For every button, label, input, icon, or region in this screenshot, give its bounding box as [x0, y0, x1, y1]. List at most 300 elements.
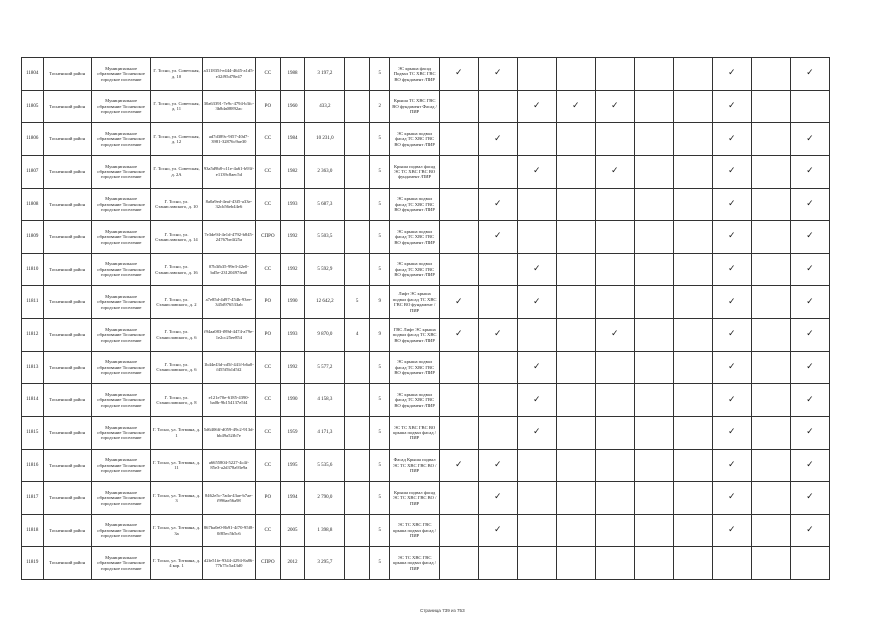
district-cell: Тосненский район	[43, 253, 91, 286]
mark-cell	[634, 449, 673, 482]
works-cell: Крыша подвал фасад ЭС ТС ХВС ГВС ВО фундамент /ПИР	[390, 155, 439, 188]
area-cell: 5 687,3	[305, 188, 345, 221]
mark-cell	[751, 514, 790, 547]
area-cell: 5 535,6	[305, 449, 345, 482]
check-mark-icon: ✓	[532, 296, 541, 307]
year-cell: 2005	[280, 514, 305, 547]
works-cell: ЭС крыша подвал фасад ТС ХВС ГВС ВО фундамент /ПИР	[390, 123, 439, 156]
mark-cell	[751, 253, 790, 286]
count-cell: 5	[345, 286, 370, 319]
works-cell: ЭС ТС ХВС ГВС ВО крыша подвал фасад /ПИР	[390, 416, 439, 449]
mark-cell	[517, 286, 556, 319]
count-cell	[345, 384, 370, 417]
year-cell: 1990	[280, 286, 305, 319]
building-type-cell: СПРО	[256, 221, 281, 254]
row-id-cell: 11815	[22, 416, 44, 449]
building-type-cell: РО	[256, 286, 281, 319]
check-mark-icon: ✓	[727, 394, 736, 405]
building-type-cell: РО	[256, 90, 281, 123]
mark-cell	[751, 449, 790, 482]
mark-cell	[751, 416, 790, 449]
mark-cell	[439, 482, 478, 515]
check-mark-icon: ✓	[454, 68, 463, 79]
year-cell: 1959	[280, 416, 305, 449]
check-mark-icon: ✓	[454, 459, 463, 470]
mark-cell	[478, 351, 517, 384]
floors-cell: 5	[369, 58, 390, 91]
mark-cell	[634, 319, 673, 352]
district-cell: Тосненский район	[43, 351, 91, 384]
row-id-cell: 11807	[22, 155, 44, 188]
floors-cell: 2	[369, 90, 390, 123]
works-cell: ЭС ТС ХВС ГВС крыша подвал фасад /ПИР	[390, 514, 439, 547]
year-cell: 1992	[280, 351, 305, 384]
mark-cell	[517, 384, 556, 417]
mark-cell	[439, 221, 478, 254]
mark-cell	[595, 319, 634, 352]
mark-cell	[439, 449, 478, 482]
district-cell: Тосненский район	[43, 90, 91, 123]
check-mark-icon: ✓	[806, 264, 814, 275]
mark-cell	[751, 221, 790, 254]
mark-cell	[790, 123, 829, 156]
municipality-cell: Муниципальное образование Тосненское городское поселение	[91, 221, 151, 254]
mark-cell	[712, 155, 751, 188]
mark-cell	[634, 221, 673, 254]
table-row	[22, 188, 830, 221]
check-mark-icon: ✓	[493, 525, 502, 536]
check-mark-icon: ✓	[727, 264, 736, 275]
district-cell: Тосненский район	[43, 188, 91, 221]
mark-cell	[595, 514, 634, 547]
check-mark-icon: ✓	[806, 166, 814, 177]
works-cell: Крыша ТС ХВС ГВС ВО фундамент Фасад /ПИР	[390, 90, 439, 123]
year-cell: 1990	[280, 384, 305, 417]
mark-cell	[673, 319, 712, 352]
count-cell	[345, 188, 370, 221]
mark-cell	[673, 449, 712, 482]
address-cell: Г. Тосно, ул. Станиславского, д. 8	[151, 384, 202, 417]
mark-cell	[634, 286, 673, 319]
mark-cell	[478, 416, 517, 449]
year-cell: 1993	[280, 188, 305, 221]
floors-cell: 9	[369, 286, 390, 319]
building-type-cell: СС	[256, 58, 281, 91]
count-cell	[345, 253, 370, 286]
mark-cell	[595, 58, 634, 91]
mark-cell	[712, 514, 751, 547]
mark-cell	[556, 514, 595, 547]
mark-cell	[517, 221, 556, 254]
check-mark-icon: ✓	[727, 68, 736, 79]
mark-cell	[556, 482, 595, 515]
row-id-cell: 11816	[22, 449, 44, 482]
page-number: Страница 739 из 753	[420, 608, 465, 613]
check-mark-icon: ✓	[806, 68, 814, 79]
mark-cell	[751, 188, 790, 221]
mark-cell	[751, 58, 790, 91]
table-row	[22, 58, 830, 91]
municipality-cell: Муниципальное образование Тосненское городское поселение	[91, 514, 151, 547]
mark-cell	[712, 416, 751, 449]
check-mark-icon: ✓	[727, 133, 736, 144]
check-mark-icon: ✓	[493, 133, 502, 144]
address-cell: Г. Тосно, ул. Тотмина, д. 3а	[151, 514, 202, 547]
mark-cell	[478, 123, 517, 156]
guid-cell: a311835f-e444-4645-a1d5-e32f95d78e47	[202, 58, 255, 91]
table-row	[22, 547, 830, 580]
check-mark-icon: ✓	[532, 427, 541, 438]
mark-cell	[517, 351, 556, 384]
mark-cell	[790, 514, 829, 547]
count-cell	[345, 351, 370, 384]
mark-cell	[712, 58, 751, 91]
mark-cell	[595, 416, 634, 449]
mark-cell	[634, 90, 673, 123]
row-id-cell: 11819	[22, 547, 44, 580]
year-cell: 1982	[280, 155, 305, 188]
mark-cell	[673, 253, 712, 286]
mark-cell	[517, 188, 556, 221]
count-cell	[345, 155, 370, 188]
check-mark-icon: ✓	[493, 459, 502, 470]
row-id-cell: 11817	[22, 482, 44, 515]
mark-cell	[673, 514, 712, 547]
municipality-cell: Муниципальное образование Тосненское городское поселение	[91, 384, 151, 417]
check-mark-icon: ✓	[727, 329, 736, 340]
mark-cell	[439, 286, 478, 319]
mark-cell	[634, 384, 673, 417]
municipality-cell: Муниципальное образование Тосненское городское поселение	[91, 286, 151, 319]
works-cell: Крыша подвал фасад ЭС ТС ХВС ГВС ВО /ПИР	[390, 482, 439, 515]
check-mark-icon: ✓	[493, 198, 502, 209]
mark-cell	[790, 221, 829, 254]
guid-cell: 8a0a9ed-4eaf-43f5-a33e-32cb56eb44e6	[202, 188, 255, 221]
check-mark-icon: ✓	[727, 296, 736, 307]
works-cell: ЭС крыша подвал фасад ТС ХВС ГВС ВО фундамент /ПИР	[390, 188, 439, 221]
check-mark-icon: ✓	[806, 329, 814, 340]
mark-cell	[439, 416, 478, 449]
table-row	[22, 253, 830, 286]
check-mark-icon: ✓	[806, 394, 814, 405]
guid-cell: ad7d389c-9f57-40d7-3981-32876c9ae30	[202, 123, 255, 156]
mark-cell	[673, 547, 712, 580]
mark-cell	[556, 286, 595, 319]
area-cell: 4 171,3	[305, 416, 345, 449]
check-mark-icon: ✓	[532, 361, 541, 372]
district-cell: Тосненский район	[43, 547, 91, 580]
mark-cell	[478, 286, 517, 319]
mark-cell	[478, 547, 517, 580]
mark-cell	[517, 155, 556, 188]
mark-cell	[595, 155, 634, 188]
check-mark-icon: ✓	[493, 492, 502, 503]
mark-cell	[478, 319, 517, 352]
count-cell	[345, 58, 370, 91]
mark-cell	[556, 384, 595, 417]
area-cell: 5 577,2	[305, 351, 345, 384]
municipality-cell: Муниципальное образование Тосненское городское поселение	[91, 58, 151, 91]
row-id-cell: 11813	[22, 351, 44, 384]
works-cell: Лифт ЭС крыша подвал фасад ТС ХВС ГВС ВО фундамент /ПИР	[390, 286, 439, 319]
municipality-cell: Муниципальное образование Тосненское городское поселение	[91, 482, 151, 515]
mark-cell	[478, 188, 517, 221]
mark-cell	[556, 416, 595, 449]
area-cell: 4 158,3	[305, 384, 345, 417]
row-id-cell: 11809	[22, 221, 44, 254]
table-row	[22, 514, 830, 547]
mark-cell	[673, 155, 712, 188]
works-cell: ЭС крыша подвал фасад ТС ХВС ГВС ВО фундамент /ПИР	[390, 351, 439, 384]
mark-cell	[673, 123, 712, 156]
count-cell	[345, 221, 370, 254]
address-cell: Г. Тосно, ул. Станиславского, д. 10	[151, 188, 202, 221]
floors-cell: 5	[369, 155, 390, 188]
mark-cell	[595, 188, 634, 221]
check-mark-icon: ✓	[727, 231, 736, 242]
mark-cell	[439, 547, 478, 580]
check-mark-icon: ✓	[493, 329, 502, 340]
table-row	[22, 155, 830, 188]
municipality-cell: Муниципальное образование Тосненское городское поселение	[91, 547, 151, 580]
row-id-cell: 11806	[22, 123, 44, 156]
mark-cell	[790, 253, 829, 286]
registry-rows	[22, 58, 830, 580]
mark-cell	[478, 90, 517, 123]
works-cell: ЭС крыша подвал фасад ТС ХВС ГВС ВО фундамент /ПИР	[390, 384, 439, 417]
building-type-cell: СС	[256, 155, 281, 188]
mark-cell	[517, 58, 556, 91]
check-mark-icon: ✓	[806, 231, 814, 242]
district-cell: Тосненский район	[43, 58, 91, 91]
row-id-cell: 11812	[22, 319, 44, 352]
year-cell: 1995	[280, 449, 305, 482]
mark-cell	[634, 482, 673, 515]
table-row	[22, 351, 830, 384]
mark-cell	[439, 188, 478, 221]
district-cell: Тосненский район	[43, 384, 91, 417]
count-cell	[345, 547, 370, 580]
guid-cell: 07b3fb35-99e3-42e0-bd5e-23120497fea0	[202, 253, 255, 286]
mark-cell	[439, 384, 478, 417]
check-mark-icon: ✓	[532, 100, 541, 111]
municipality-cell: Муниципальное образование Тосненское городское поселение	[91, 188, 151, 221]
mark-cell	[439, 155, 478, 188]
district-cell: Тосненский район	[43, 482, 91, 515]
mark-cell	[556, 188, 595, 221]
mark-cell	[712, 351, 751, 384]
mark-cell	[634, 253, 673, 286]
mark-cell	[751, 286, 790, 319]
mark-cell	[595, 351, 634, 384]
mark-cell	[673, 286, 712, 319]
area-cell: 9 870,0	[305, 319, 345, 352]
check-mark-icon: ✓	[806, 361, 814, 372]
check-mark-icon: ✓	[532, 166, 541, 177]
mark-cell	[712, 221, 751, 254]
mark-cell	[790, 351, 829, 384]
row-id-cell: 11811	[22, 286, 44, 319]
mark-cell	[517, 123, 556, 156]
mark-cell	[556, 449, 595, 482]
district-cell: Тосненский район	[43, 221, 91, 254]
count-cell: 4	[345, 319, 370, 352]
check-mark-icon: ✓	[493, 231, 502, 242]
mark-cell	[712, 547, 751, 580]
check-mark-icon: ✓	[571, 100, 580, 111]
municipality-cell: Муниципальное образование Тосненское городское поселение	[91, 253, 151, 286]
district-cell: Тосненский район	[43, 319, 91, 352]
works-cell: ЭС ТС ХВС ГВС крыша подвал фасад /ПИР	[390, 547, 439, 580]
check-mark-icon: ✓	[806, 296, 814, 307]
building-type-cell: СС	[256, 514, 281, 547]
mark-cell	[595, 123, 634, 156]
address-cell: Г. Тосно, ул. Советская, д. 10	[151, 58, 202, 91]
mark-cell	[751, 351, 790, 384]
floors-cell: 5	[369, 482, 390, 515]
building-type-cell: СПРО	[256, 547, 281, 580]
guid-cell: 5d6406ff-d059-49c2-913d-bb49a52fb7e	[202, 416, 255, 449]
mark-cell	[556, 58, 595, 91]
mark-cell	[790, 416, 829, 449]
table-row	[22, 123, 830, 156]
mark-cell	[478, 482, 517, 515]
mark-cell	[439, 253, 478, 286]
municipality-cell: Муниципальное образование Тосненское городское поселение	[91, 90, 151, 123]
check-mark-icon: ✓	[727, 525, 736, 536]
check-mark-icon: ✓	[806, 459, 814, 470]
floors-cell: 9	[369, 319, 390, 352]
mark-cell	[595, 90, 634, 123]
address-cell: Г. Тосно, ул. Станиславского, д. 16	[151, 253, 202, 286]
check-mark-icon: ✓	[610, 166, 619, 177]
mark-cell	[790, 155, 829, 188]
mark-cell	[517, 253, 556, 286]
year-cell: 1984	[280, 123, 305, 156]
mark-cell	[478, 449, 517, 482]
address-cell: Г. Тосно, ул. Тотмина, д. 11	[151, 449, 202, 482]
mark-cell	[517, 416, 556, 449]
check-mark-icon: ✓	[806, 525, 814, 536]
municipality-cell: Муниципальное образование Тосненское городское поселение	[91, 416, 151, 449]
mark-cell	[556, 547, 595, 580]
area-cell: 433,2	[305, 90, 345, 123]
building-type-cell: СС	[256, 188, 281, 221]
check-mark-icon: ✓	[727, 427, 736, 438]
address-cell: Г. Тосно, ул. Тотмина, д. 1	[151, 416, 202, 449]
mark-cell	[634, 188, 673, 221]
mark-cell	[595, 221, 634, 254]
row-id-cell: 11818	[22, 514, 44, 547]
mark-cell	[595, 449, 634, 482]
floors-cell: 5	[369, 221, 390, 254]
mark-cell	[634, 547, 673, 580]
building-type-cell: СС	[256, 384, 281, 417]
mark-cell	[751, 319, 790, 352]
mark-cell	[478, 155, 517, 188]
check-mark-icon: ✓	[727, 459, 736, 470]
area-cell: 5 592,9	[305, 253, 345, 286]
row-id-cell: 11808	[22, 188, 44, 221]
mark-cell	[673, 416, 712, 449]
mark-cell	[556, 90, 595, 123]
municipality-cell: Муниципальное образование Тосненское городское поселение	[91, 319, 151, 352]
mark-cell	[634, 416, 673, 449]
check-mark-icon: ✓	[806, 133, 814, 144]
municipality-cell: Муниципальное образование Тосненское городское поселение	[91, 449, 151, 482]
mark-cell	[556, 123, 595, 156]
building-type-cell: СС	[256, 123, 281, 156]
mark-cell	[751, 482, 790, 515]
area-cell: 3 197,2	[305, 58, 345, 91]
mark-cell	[478, 514, 517, 547]
area-cell: 1 398,8	[305, 514, 345, 547]
count-cell	[345, 123, 370, 156]
works-cell: ЭС крыша подвал фасад ТС ХВС ГВС ВО фундамент /ПИР	[390, 221, 439, 254]
row-id-cell: 11805	[22, 90, 44, 123]
guid-cell: a7e85d-4d97-454b-93ee-345d976533ab	[202, 286, 255, 319]
works-cell: ГВС Лифт ЭС крыша подвал фасад ТС ХВС ВО фундамент /ПИР	[390, 319, 439, 352]
mark-cell	[790, 286, 829, 319]
mark-cell	[595, 482, 634, 515]
mark-cell	[790, 547, 829, 580]
mark-cell	[634, 58, 673, 91]
check-mark-icon: ✓	[532, 394, 541, 405]
guid-cell: 1b44e43d-cd5f-441f-b6a0-f455f5b1d5f2	[202, 351, 255, 384]
district-cell: Тосненский район	[43, 155, 91, 188]
building-type-cell: СС	[256, 351, 281, 384]
check-mark-icon: ✓	[727, 361, 736, 372]
address-cell: Г. Тосно, ул. Станиславского, д. 6	[151, 319, 202, 352]
mark-cell	[439, 319, 478, 352]
floors-cell: 5	[369, 547, 390, 580]
district-cell: Тосненский район	[43, 286, 91, 319]
mark-cell	[673, 482, 712, 515]
mark-cell	[478, 58, 517, 91]
address-cell: Г. Тосно, ул. Советская, д. 11	[151, 90, 202, 123]
table-row	[22, 449, 830, 482]
municipality-cell: Муниципальное образование Тосненское городское поселение	[91, 351, 151, 384]
mark-cell	[439, 514, 478, 547]
mark-cell	[439, 90, 478, 123]
check-mark-icon: ✓	[610, 329, 619, 340]
mark-cell	[595, 384, 634, 417]
guid-cell: 7e3de94-4e1d-4792-b845-24767be4f25a	[202, 221, 255, 254]
guid-cell: 93a5d9b8-c11e-4a61-b93f-e1139c8aec5d	[202, 155, 255, 188]
mark-cell	[595, 253, 634, 286]
mark-cell	[634, 514, 673, 547]
municipality-cell: Муниципальное образование Тосненское городское поселение	[91, 155, 151, 188]
check-mark-icon: ✓	[454, 296, 463, 307]
table-row	[22, 90, 830, 123]
table-row	[22, 482, 830, 515]
mark-cell	[712, 253, 751, 286]
address-cell: Г. Тосно, ул. Станиславского, д. 2	[151, 286, 202, 319]
year-cell: 1992	[280, 253, 305, 286]
mark-cell	[634, 155, 673, 188]
building-type-cell: СС	[256, 416, 281, 449]
area-cell: 2 790,0	[305, 482, 345, 515]
mark-cell	[634, 123, 673, 156]
check-mark-icon: ✓	[493, 68, 502, 79]
check-mark-icon: ✓	[727, 100, 736, 111]
floors-cell: 5	[369, 123, 390, 156]
mark-cell	[751, 155, 790, 188]
mark-cell	[673, 384, 712, 417]
table-row	[22, 416, 830, 449]
mark-cell	[673, 188, 712, 221]
year-cell: 1992	[280, 221, 305, 254]
